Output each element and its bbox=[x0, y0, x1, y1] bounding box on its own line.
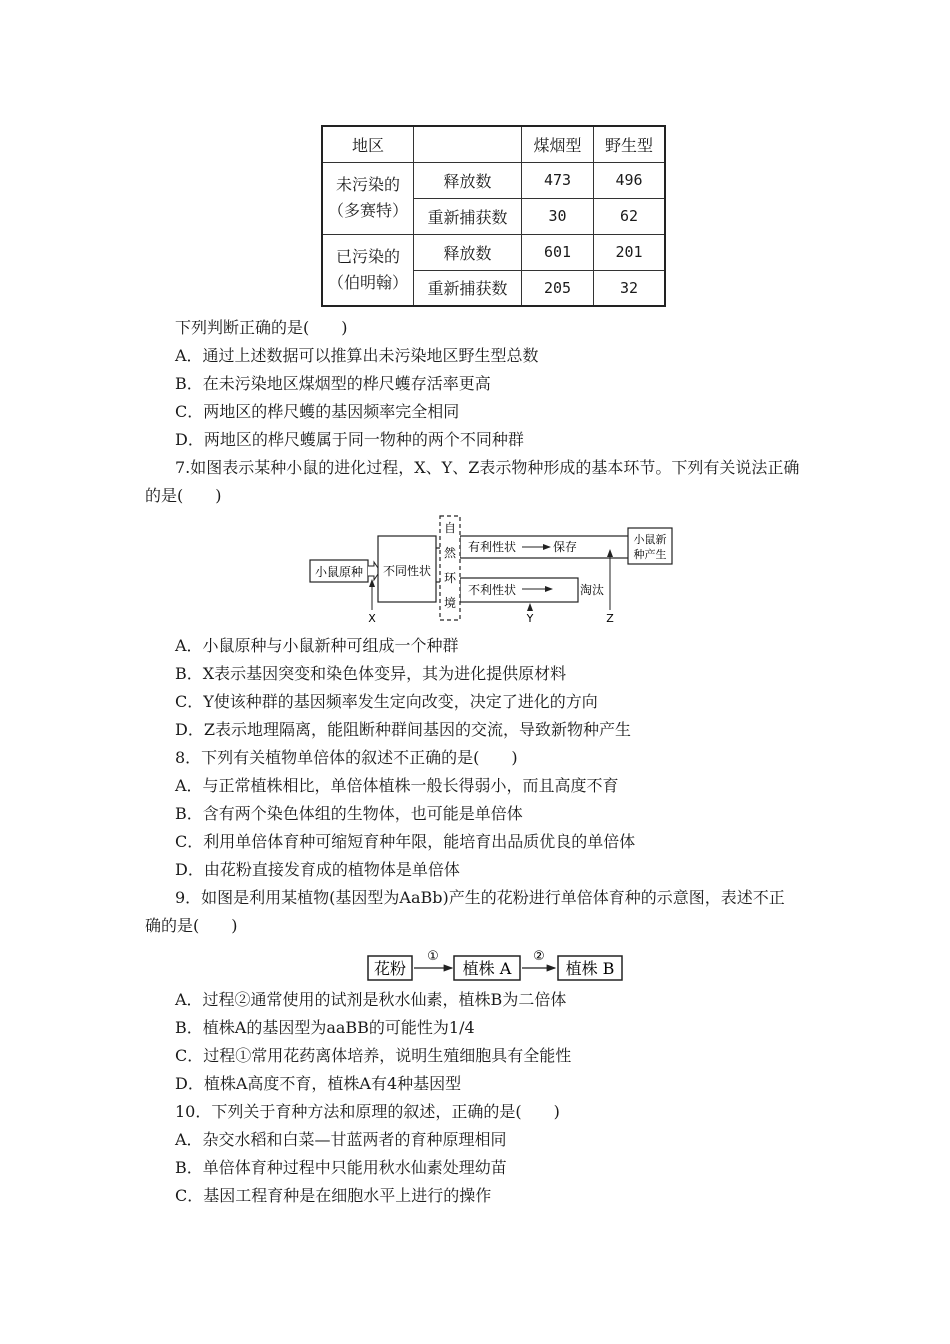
q6-option-a: A．通过上述数据可以推算出未污染地区野生型总数 bbox=[175, 346, 539, 365]
q7-option-d: D．Z表示地理隔离，能阻断种群间基因的交流，导致新物种产生 bbox=[175, 720, 631, 739]
table-row-label: 重新捕获数 bbox=[414, 198, 522, 234]
origin-label: 小鼠原种 bbox=[314, 565, 364, 579]
q7-option-a: A．小鼠原种与小鼠新种可组成一个种群 bbox=[175, 636, 459, 655]
table-cell: 32 bbox=[594, 270, 666, 306]
environment-char: 然 bbox=[443, 546, 457, 560]
traits-label: 不同性状 bbox=[382, 564, 432, 578]
table-row-label: 重新捕获数 bbox=[414, 270, 522, 306]
q7-stem: 7.如图表示某种小鼠的进化过程，X、Y、Z表示物种形成的基本环节。下列有关说法正确 bbox=[175, 458, 800, 477]
environment-char: 境 bbox=[443, 596, 457, 610]
table-cell: 30 bbox=[522, 198, 594, 234]
table-header-blank bbox=[414, 126, 522, 162]
pollen-label: 花粉 bbox=[373, 959, 407, 978]
q9-option-c: C．过程①常用花药离体培养，说明生殖细胞具有全能性 bbox=[175, 1046, 572, 1065]
table-cell: 205 bbox=[522, 270, 594, 306]
q8-option-a: A．与正常植株相比，单倍体植株一般长得弱小，而且高度不育 bbox=[175, 776, 619, 795]
x-label: X bbox=[368, 612, 376, 625]
step2-label: ② bbox=[533, 949, 545, 964]
table-row bbox=[322, 234, 665, 270]
table-header-wild: 野生型 bbox=[594, 126, 666, 162]
q7-option-b: B．X表示基因突变和染色体变异，其为进化提供原材料 bbox=[175, 664, 567, 683]
q9-stem: 9．如图是利用某植物(基因型为AaBb)产生的花粉进行单倍体育种的示意图，表述不正 bbox=[175, 888, 785, 907]
favorable-label: 有利性状 bbox=[467, 540, 517, 554]
table-row-label: 释放数 bbox=[414, 162, 522, 198]
new-species-label: 种产生 bbox=[633, 548, 667, 561]
q10-option-c: C．基因工程育种是在细胞水平上进行的操作 bbox=[175, 1186, 492, 1205]
table-cell: 201 bbox=[594, 234, 666, 270]
keep-label: 保存 bbox=[552, 540, 578, 554]
table-row bbox=[322, 162, 665, 198]
plant-a-label: 植株 A bbox=[462, 959, 512, 978]
table-cell: 496 bbox=[594, 162, 666, 198]
q9-option-b: B．植株A的基因型为aaBB的可能性为1/4 bbox=[175, 1018, 475, 1037]
q6-option-d: D．两地区的桦尺蠖属于同一物种的两个不同种群 bbox=[175, 430, 524, 449]
table-cell: 62 bbox=[594, 198, 666, 234]
q10-option-b: B．单倍体育种过程中只能用秋水仙素处理幼苗 bbox=[175, 1158, 507, 1177]
table-header-coal: 煤烟型 bbox=[522, 126, 594, 162]
table-region-cell bbox=[322, 234, 414, 306]
table-cell: 601 bbox=[522, 234, 594, 270]
region-place: （伯明翰） bbox=[327, 272, 408, 292]
q7-stem-continued: 的是( ) bbox=[145, 486, 222, 505]
table-region-cell bbox=[322, 162, 414, 234]
table-header-region: 地区 bbox=[322, 126, 414, 162]
q6-option-c: C．两地区的桦尺蠖的基因频率完全相同 bbox=[175, 402, 460, 421]
z-label: Z bbox=[606, 612, 614, 625]
q9-stem-continued: 确的是( ) bbox=[145, 916, 238, 935]
peppered-moth-table bbox=[321, 125, 666, 307]
q6-stem: 下列判断正确的是( ) bbox=[175, 318, 348, 337]
unfavorable-label: 不利性状 bbox=[467, 583, 517, 597]
new-species-label: 小鼠新 bbox=[633, 533, 667, 546]
eliminate-label: 淘汰 bbox=[579, 583, 605, 597]
q10-option-a: A．杂交水稻和白菜—甘蓝两者的育种原理相同 bbox=[175, 1130, 507, 1149]
table-cell: 473 bbox=[522, 162, 594, 198]
q8-option-d: D．由花粉直接发育成的植物体是单倍体 bbox=[175, 860, 460, 879]
q6-option-b: B．在未污染地区煤烟型的桦尺蠖存活率更高 bbox=[175, 374, 491, 393]
environment-char: 自 bbox=[443, 521, 457, 535]
haploid-breeding-diagram bbox=[362, 944, 632, 984]
region-name: 已污染的 bbox=[335, 246, 400, 266]
table-row-label: 释放数 bbox=[414, 234, 522, 270]
mouse-evolution-diagram bbox=[300, 510, 680, 630]
table-header-row bbox=[322, 126, 665, 162]
plant-b-label: 植株 B bbox=[565, 959, 615, 978]
q10-stem: 10．下列关于育种方法和原理的叙述，正确的是( ) bbox=[175, 1102, 560, 1121]
y-label: Y bbox=[526, 612, 534, 625]
step1-label: ① bbox=[427, 949, 439, 964]
q9-option-d: D．植株A高度不育，植株A有4种基因型 bbox=[175, 1074, 462, 1093]
environment-char: 环 bbox=[443, 571, 457, 585]
q8-stem: 8．下列有关植物单倍体的叙述不正确的是( ) bbox=[175, 748, 518, 767]
q7-option-c: C．Y使该种群的基因频率发生定向改变，决定了进化的方向 bbox=[175, 692, 598, 711]
region-place: （多赛特） bbox=[327, 201, 408, 220]
q8-option-c: C．利用单倍体育种可缩短育种年限，能培育出品质优良的单倍体 bbox=[175, 832, 636, 851]
q8-option-b: B．含有两个染色体组的生物体，也可能是单倍体 bbox=[175, 804, 523, 823]
q9-option-a: A．过程②通常使用的试剂是秋水仙素，植株B为二倍体 bbox=[175, 990, 567, 1009]
region-name: 未污染的 bbox=[335, 175, 400, 194]
